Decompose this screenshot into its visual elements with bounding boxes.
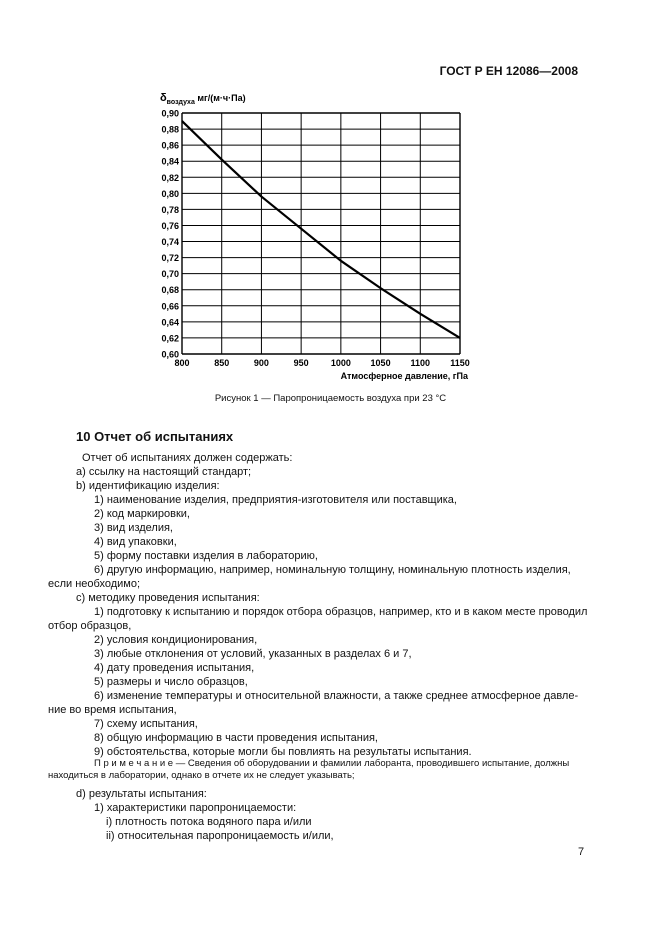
x-tick-label: 1150	[450, 358, 470, 368]
body-line: если необходимо;	[48, 578, 141, 590]
y-tick-label: 0,78	[161, 204, 179, 215]
body-line: 5) форму поставки изделия в лабораторию,	[94, 550, 318, 562]
x-tick-label: 1000	[330, 358, 351, 368]
y-tick-label: 0,66	[161, 301, 179, 312]
y-tick-label: 0,76	[161, 220, 179, 231]
y-tick-label: 0,74	[161, 237, 179, 248]
results-line: i) плотность потока водяного пара и/или	[106, 816, 312, 828]
x-tick-label: 1100	[410, 358, 431, 368]
y-tick-label: 0,68	[161, 285, 179, 296]
y-tick-label: 0,70	[161, 269, 179, 280]
body-line: 6) другую информацию, например, номинальную толщину, номинальную плотность изделия,	[94, 564, 571, 576]
x-tick-label: 900	[253, 358, 269, 368]
body-line: 1) наименование изделия, предприятия-изготовителя или поставщика,	[94, 494, 457, 506]
x-tick-label: 950	[293, 358, 309, 368]
body-line: ние во время испытания,	[48, 704, 177, 716]
body-line: b) идентификацию изделия:	[76, 480, 220, 492]
body-line: 8) общую информацию в части проведения испытания,	[94, 732, 378, 744]
body-line: 3) вид изделия,	[94, 522, 173, 534]
permeability-chart	[0, 0, 661, 390]
y-tick-label: 0,86	[161, 140, 179, 151]
body-line: c) методику проведения испытания:	[76, 592, 260, 604]
results-line: d) результаты испытания:	[76, 788, 207, 800]
page-number: 7	[578, 846, 585, 858]
y-tick-label: 0,80	[161, 188, 179, 199]
y-tick-label: 0,88	[161, 124, 179, 135]
body-line: отбор образцов,	[48, 620, 132, 632]
body-line: 4) дату проведения испытания,	[94, 662, 255, 674]
body-line: 5) размеры и число образцов,	[94, 676, 248, 688]
y-tick-label: 0,90	[161, 108, 179, 119]
y-tick-label: 0,84	[161, 156, 179, 167]
section-title: 10 Отчет об испытаниях	[76, 429, 234, 444]
results-line: ii) относительная паропроницаемость и/или,	[106, 830, 334, 842]
y-axis-label: $\delta_{воздуха}$ мг/(м·ч·Па)	[160, 92, 246, 106]
x-tick-label: 800	[174, 358, 190, 368]
results-line: 1) характеристики паропроницаемости:	[94, 802, 297, 814]
x-tick-label: 1050	[370, 358, 391, 368]
document-header: ГОСТ Р ЕН 12086—2008	[439, 64, 578, 78]
body-line: 4) вид упаковки,	[94, 536, 177, 548]
body-line: 3) любые отклонения от условий, указанных в разделах 6 и 7,	[94, 648, 412, 660]
figure-caption: Рисунок 1 — Паропроницаемость воздуха при 23 °С	[214, 393, 447, 404]
x-axis-label: Атмосферное давление, гПа	[340, 371, 468, 381]
note-line: находиться в лаборатории, однако в отчете их не следует указывать;	[48, 770, 355, 781]
x-tick-label: 850	[214, 358, 230, 368]
body-line: 6) изменение температуры и относительной влажности, а также среднее атмосферное давле-	[94, 690, 579, 702]
body-line: 9) обстоятельства, которые могли бы повлиять на результаты испытания.	[94, 746, 472, 758]
y-tick-label: 0,82	[161, 172, 179, 183]
body-line: 2) условия кондиционирования,	[94, 634, 258, 646]
note-line: П р и м е ч а н и е — Сведения об оборудовании и фамилии лаборанта, проводившего испытание, должны	[94, 758, 570, 769]
y-tick-label: 0,72	[161, 253, 179, 264]
body-line: 1) подготовку к испытанию и порядок отбора образцов, например, кто и в каком месте проводил	[94, 606, 588, 618]
body-line: 2) код маркировки,	[94, 508, 190, 520]
body-line: 7) схему испытания,	[94, 718, 198, 730]
body-line: Отчет об испытаниях должен содержать:	[82, 452, 293, 464]
y-tick-label: 0,64	[161, 317, 179, 328]
y-tick-label: 0,62	[161, 333, 179, 344]
body-line: a) ссылку на настоящий стандарт;	[76, 466, 252, 478]
y-tick-label: 0,60	[161, 349, 179, 360]
